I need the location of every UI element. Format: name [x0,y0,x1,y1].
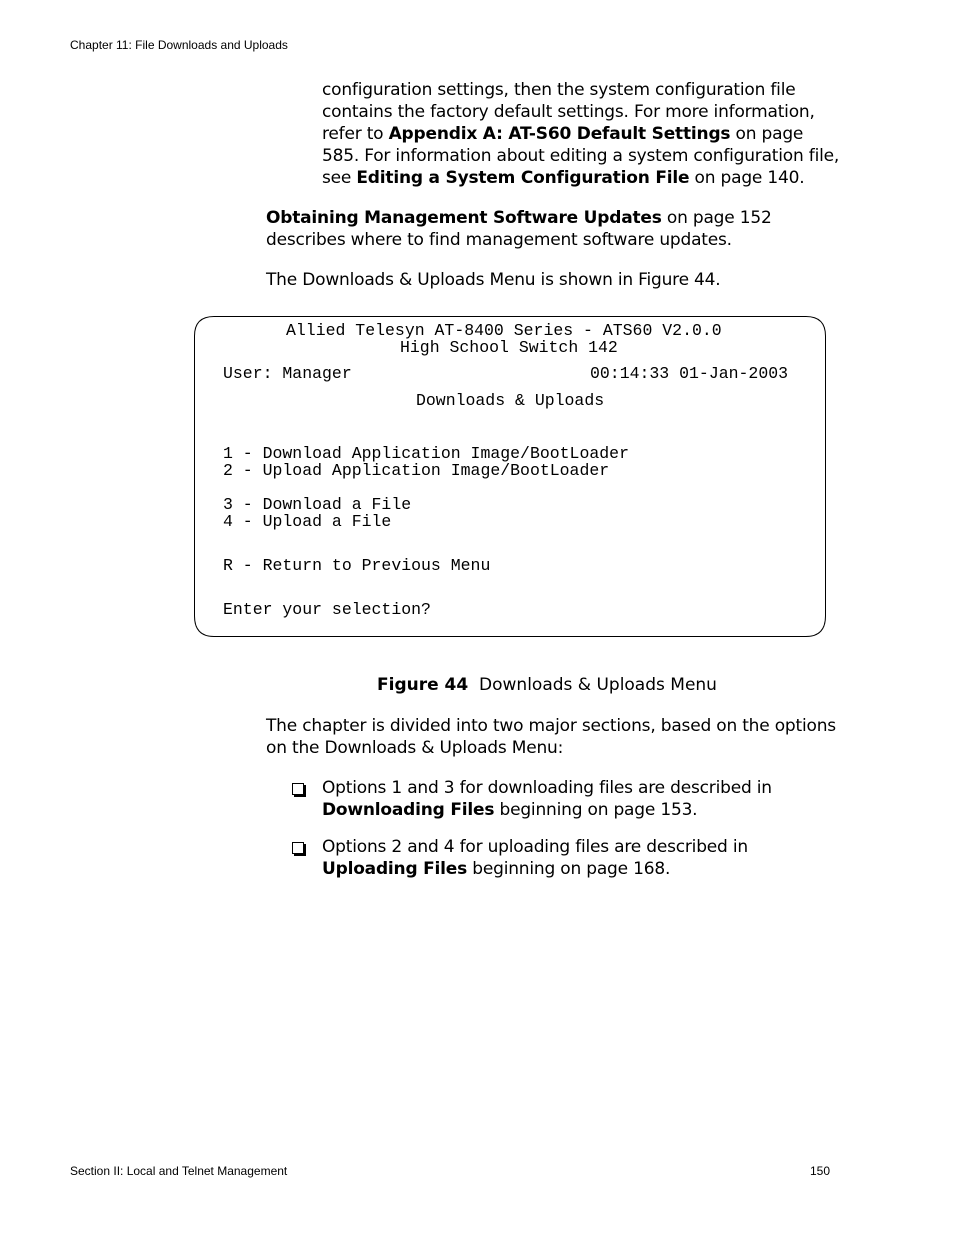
terminal-menu-option-4[interactable]: 4 - Upload a File [223,512,392,531]
figure-caption [0,675,954,695]
checkbox-bullet-icon [292,842,304,854]
figure-caption-text: Downloads & Uploads Menu [479,675,717,695]
running-head: Chapter 11: File Downloads and Uploads [70,38,288,52]
bullet-text: beginning on page 153. [494,800,698,820]
terminal-screen-figure [194,316,826,637]
bullet-text: Options 2 and 4 for uploading files are described in [322,837,748,857]
terminal-menu-option-1[interactable]: 1 - Download Application Image/BootLoader [223,444,629,463]
paragraph-text: on page 152 describes where to find management software updates. [266,208,772,250]
terminal-switch-name: High School Switch 142 [400,338,618,357]
terminal-menu-title: Downloads & Uploads [416,391,605,410]
paragraph-software-updates [266,207,842,251]
paragraph-text: The Downloads & Uploads Menu is shown in Figure 44. [266,270,721,290]
terminal-user: User: Manager [223,364,352,383]
paragraph-text: on page 585. For information about editing a system configuration file, see [322,124,840,188]
footer-section: Section II: Local and Telnet Management [70,1164,288,1178]
xref-uploading-files[interactable]: Uploading Files [322,859,468,879]
xref-downloading-files[interactable]: Downloading Files [322,800,495,820]
xref-editing-config-file[interactable]: Editing a System Configuration File [356,168,690,188]
bullet-text: Options 1 and 3 for downloading files are described in [322,778,772,798]
terminal-title-line: Allied Telesyn AT-8400 Series - ATS60 V2.0.0 [286,321,722,340]
figure-label: Figure 44 [377,675,469,695]
terminal-datetime: 00:14:33 01-Jan-2003 [590,364,789,383]
terminal-menu-option-3[interactable]: 3 - Download a File [223,495,412,514]
bullet-text: beginning on page 168. [467,859,671,879]
xref-appendix-a[interactable]: Appendix A: AT-S60 Default Settings [388,124,731,144]
paragraph-text: configuration settings, then the system configuration file contains the factory default settings. For more information, refer to [322,80,815,144]
paragraph-text: The chapter is divided into two major sections, based on the options on the Downloads & Uploads Menu: [266,716,836,758]
terminal-menu-option-2[interactable]: 2 - Upload Application Image/BootLoader [223,461,610,480]
paragraph-default-settings [322,79,842,189]
paragraph-menu-intro [266,269,842,291]
paragraph-chapter-sections [266,715,842,759]
paragraph-text: on page 140. [689,168,805,188]
terminal-prompt[interactable]: Enter your selection? [223,600,431,619]
checkbox-bullet-icon [292,783,304,795]
page-number: 150 [810,1164,831,1178]
terminal-menu-option-return[interactable]: R - Return to Previous Menu [223,556,491,575]
xref-obtaining-updates[interactable]: Obtaining Management Software Updates [266,208,662,228]
